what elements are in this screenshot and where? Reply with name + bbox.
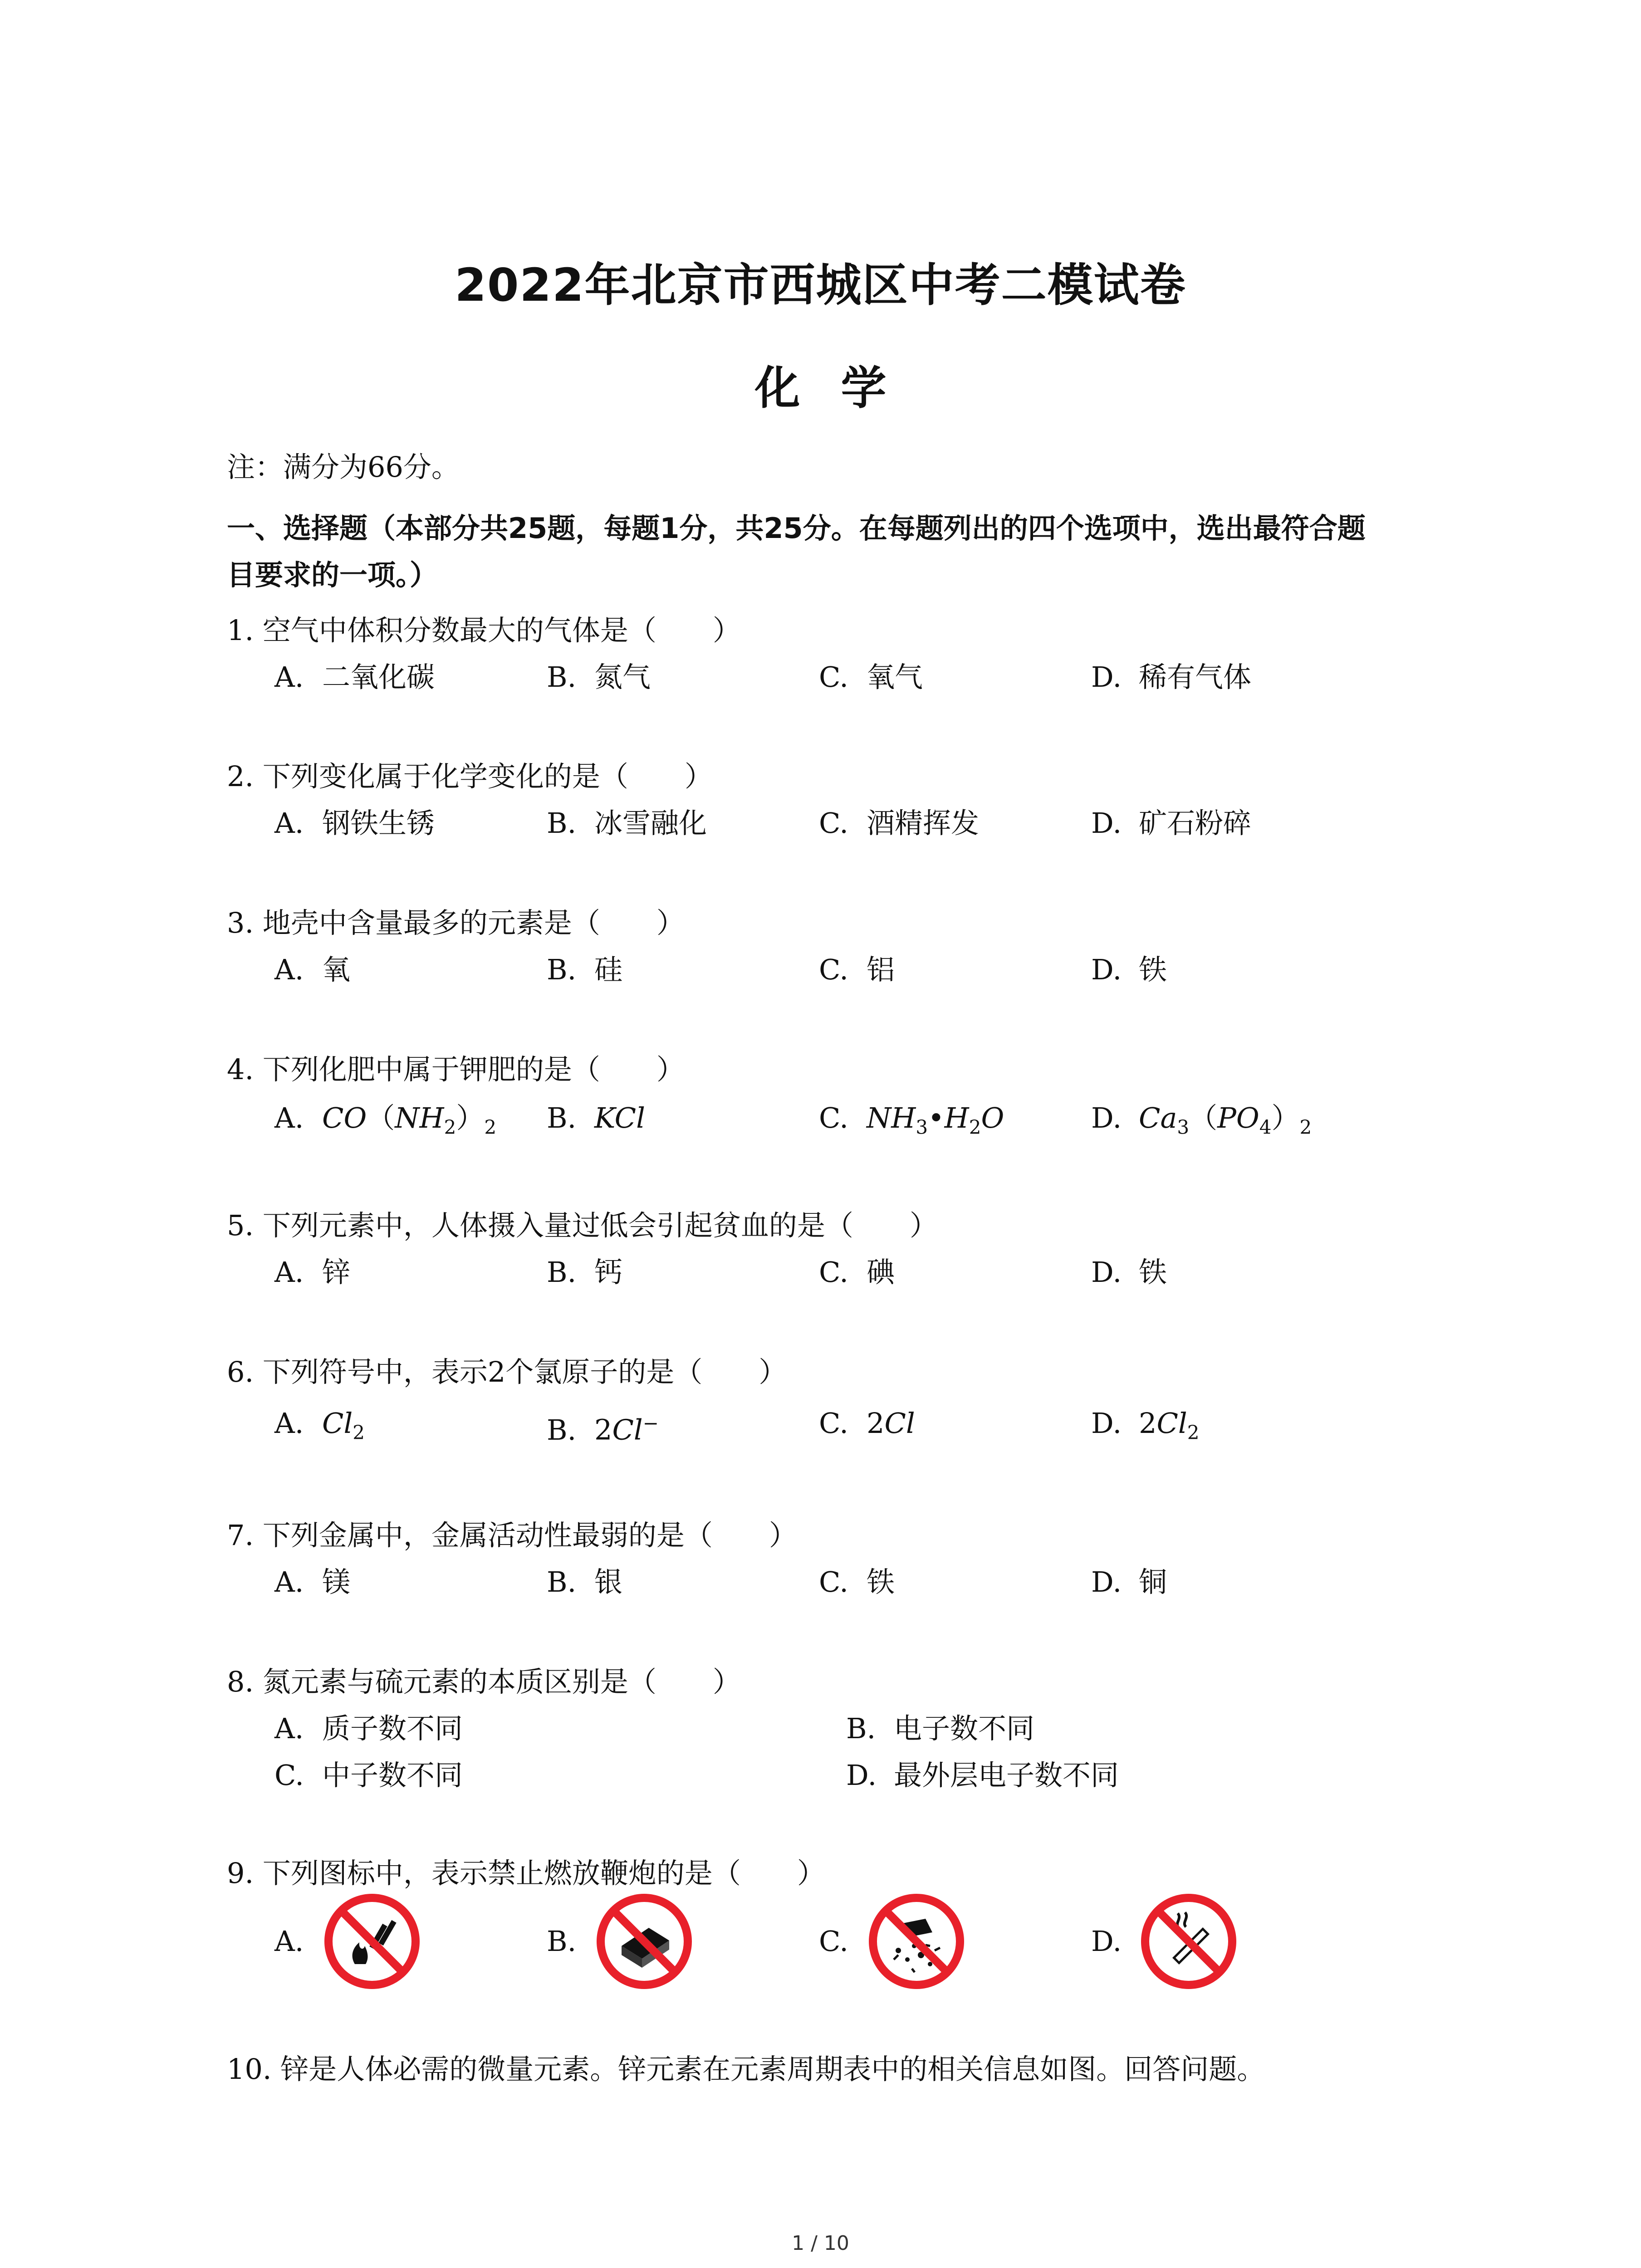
q9-label-a: A. xyxy=(274,1925,304,1958)
q6-option-b[interactable]: B. 2Cl− xyxy=(547,1412,659,1447)
q6-option-c[interactable]: C. 2Cl xyxy=(819,1407,915,1440)
q5-option-c[interactable]: C. 碘 xyxy=(819,1256,895,1289)
q5-option-b[interactable]: B. 钙 xyxy=(547,1256,623,1289)
q6-option-a[interactable]: A. $Cl_2$ xyxy=(274,1407,365,1444)
q1-option-a[interactable]: A. 二氧化碳 xyxy=(274,660,435,694)
section-heading-line2: 目要求的一项。） xyxy=(227,558,438,591)
q4-option-a[interactable]: A. $CO(NH_2)_2$ xyxy=(274,1101,497,1139)
question-6-stem: 6. 下列符号中，表示2个氯原子的是（ ） xyxy=(227,1355,787,1388)
question-9-stem: 9. 下列图标中，表示禁止燃放鞭炮的是（ ） xyxy=(227,1857,825,1890)
question-1-stem: 1. 空气中体积分数最大的气体是（ ） xyxy=(227,614,741,647)
q9-label-d: D. xyxy=(1091,1925,1122,1958)
page-number: 1 / 10 xyxy=(792,2232,849,2255)
q9-label-b: B. xyxy=(547,1925,577,1958)
question-7-stem: 7. 下列金属中，金属活动性最弱的是（ ） xyxy=(227,1519,797,1552)
q3-option-b[interactable]: B. 硅 xyxy=(547,953,623,986)
q1-option-d[interactable]: D. 稀有气体 xyxy=(1091,660,1252,694)
q5-option-a[interactable]: A. 锌 xyxy=(274,1256,351,1289)
q3-option-c[interactable]: C. 铝 xyxy=(819,953,895,986)
question-10-stem: 10. 锌是人体必需的微量元素。锌元素在元素周期表中的相关信息如图。回答问题。 xyxy=(227,2053,1265,2086)
q8-option-d[interactable]: D. 最外层电子数不同 xyxy=(846,1759,1119,1792)
q7-option-a[interactable]: A. 镁 xyxy=(274,1565,351,1598)
score-note: 注：满分为66分。 xyxy=(227,450,460,484)
page-title: 2022年北京市西城区中考二模试卷 xyxy=(455,259,1186,312)
q4-option-d[interactable]: D. $Ca_3(PO_4)_2$ xyxy=(1091,1101,1312,1139)
question-5-stem: 5. 下列元素中，人体摄入量过低会引起贫血的是（ ） xyxy=(227,1209,938,1242)
q3-option-a[interactable]: A. 氧 xyxy=(274,953,351,986)
q7-option-d[interactable]: D. 铜 xyxy=(1091,1565,1167,1598)
question-8-stem: 8. 氮元素与硫元素的本质区别是（ ） xyxy=(227,1665,741,1698)
question-2-stem: 2. 下列变化属于化学变化的是（ ） xyxy=(227,760,713,793)
q8-option-c[interactable]: C. 中子数不同 xyxy=(274,1759,463,1792)
q5-option-d[interactable]: D. 铁 xyxy=(1091,1256,1167,1289)
q6-option-d[interactable]: D. $2Cl_2$ xyxy=(1091,1407,1200,1444)
q4-option-c[interactable]: C. $NH_3•H_2O$ xyxy=(819,1101,1004,1139)
no-firecrackers-icon[interactable] xyxy=(867,1892,966,1991)
q1-option-b[interactable]: B. 氮气 xyxy=(547,660,651,694)
q8-option-b[interactable]: B. 电子数不同 xyxy=(846,1712,1035,1745)
q7-option-b[interactable]: B. 银 xyxy=(547,1565,623,1598)
q7-option-c[interactable]: C. 铁 xyxy=(819,1565,895,1598)
q9-label-c: C. xyxy=(819,1925,848,1958)
question-4-stem: 4. 下列化肥中属于钾肥的是（ ） xyxy=(227,1053,685,1086)
no-explosives-icon[interactable] xyxy=(594,1892,694,1991)
q2-option-c[interactable]: C. 酒精挥发 xyxy=(819,807,980,840)
no-smoking-icon[interactable] xyxy=(1139,1892,1239,1991)
q2-option-b[interactable]: B. 冰雪融化 xyxy=(547,807,707,840)
question-3-stem: 3. 地壳中含量最多的元素是（ ） xyxy=(227,906,685,939)
q2-option-a[interactable]: A. 钢铁生锈 xyxy=(274,807,435,840)
subject-title: 化学 xyxy=(754,362,927,415)
q3-option-d[interactable]: D. 铁 xyxy=(1091,953,1167,986)
q2-option-d[interactable]: D. 矿石粉碎 xyxy=(1091,807,1252,840)
q1-option-c[interactable]: C. 氧气 xyxy=(819,660,923,694)
q8-option-a[interactable]: A. 质子数不同 xyxy=(274,1712,463,1745)
no-open-flame-icon[interactable] xyxy=(322,1892,422,1991)
section-heading-line1: 一、选择题（本部分共25题，每题1分，共25分。在每题列出的四个选项中，选出最符合题 xyxy=(227,512,1366,545)
q4-option-b[interactable]: B. KCl xyxy=(547,1101,645,1134)
